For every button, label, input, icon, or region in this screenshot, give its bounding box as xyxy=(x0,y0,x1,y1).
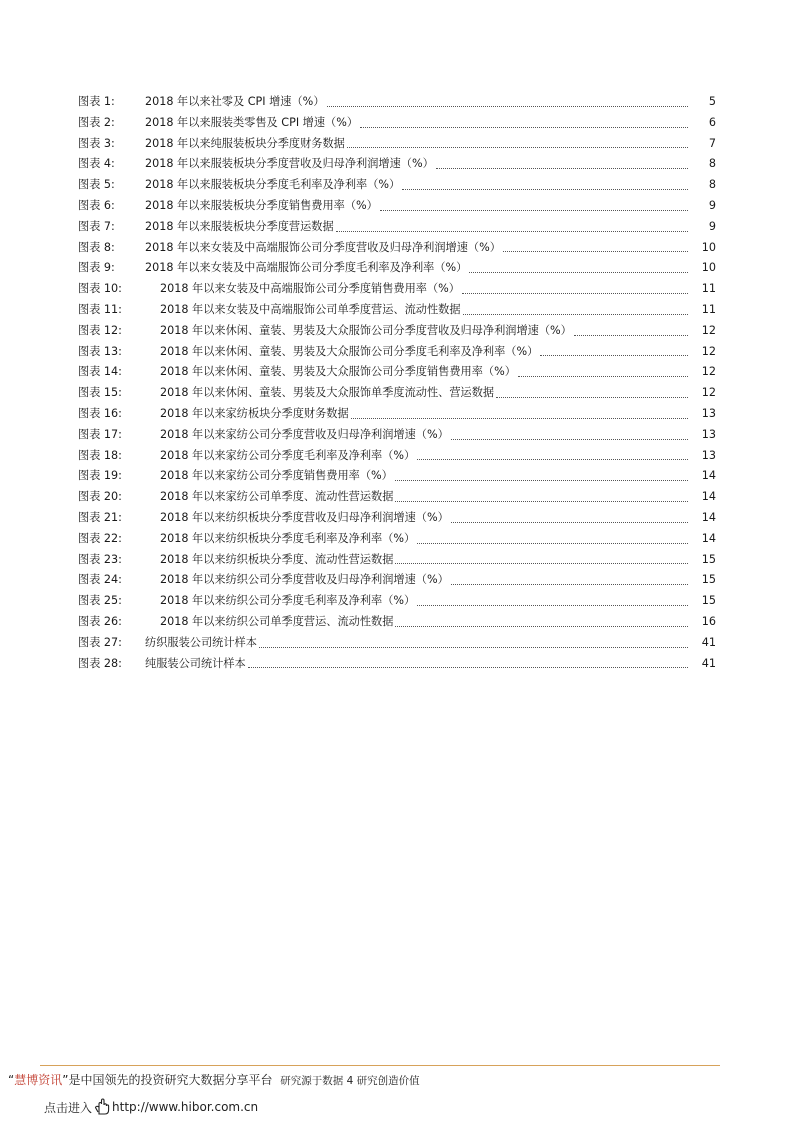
toc-entry-title-wrap xyxy=(145,258,688,279)
toc-entry[interactable] xyxy=(78,258,716,279)
toc-entry-page[interactable]: 14 xyxy=(701,469,716,483)
toc-entry-page[interactable]: 12 xyxy=(701,323,716,337)
dot-leader xyxy=(462,292,688,294)
toc-entry-title[interactable]: 2018 年以来服装板块分季度营运数据 xyxy=(145,219,334,233)
enter-label: 点击进入 xyxy=(44,1100,93,1115)
dot-leader xyxy=(518,375,688,377)
toc-entry-title-wrap xyxy=(160,404,688,425)
toc-entry-title[interactable]: 2018 年以来纺织板块分季度毛利率及净利率（%） xyxy=(160,531,416,545)
toc-entry[interactable] xyxy=(78,570,716,591)
footer-tagline-line xyxy=(8,1071,420,1088)
dot-leader xyxy=(417,604,688,606)
toc-entry-page[interactable]: 13 xyxy=(701,427,716,441)
toc-entry-title[interactable]: 2018 年以来休闲、童装、男装及大众服饰公司分季度营收及归母净利润增速（%） xyxy=(160,323,572,337)
dot-leader xyxy=(503,250,688,252)
toc-entry-title[interactable]: 2018 年以来纺织公司单季度营运、流动性数据 xyxy=(160,614,394,628)
toc-entry-title-wrap xyxy=(145,217,688,238)
toc-entry-page[interactable]: 15 xyxy=(701,573,716,587)
toc-entry-title-wrap xyxy=(160,487,688,508)
toc-entry-title[interactable]: 2018 年以来纯服装板块分季度财务数据 xyxy=(145,136,345,150)
footer-divider xyxy=(40,1065,720,1066)
toc-entry[interactable] xyxy=(78,175,716,196)
toc-entry-page[interactable]: 7 xyxy=(708,136,716,150)
toc-entry-number: 图表 9: xyxy=(78,261,115,275)
pointing-hand-icon xyxy=(93,1098,111,1116)
toc-entry-title-wrap xyxy=(160,466,688,487)
toc-entry-number: 图表 26: xyxy=(78,614,122,628)
toc-entry-page[interactable]: 13 xyxy=(701,448,716,462)
dot-leader xyxy=(463,313,688,315)
toc-entry-title-wrap xyxy=(145,654,688,675)
toc-entry-number: 图表 18: xyxy=(78,448,122,462)
toc-entry-page[interactable]: 14 xyxy=(701,510,716,524)
toc-entry-number: 图表 7: xyxy=(78,219,115,233)
dot-leader xyxy=(417,458,688,460)
toc-entry-page[interactable]: 5 xyxy=(708,95,716,108)
toc-entry-title[interactable]: 2018 年以来休闲、童装、男装及大众服饰公司分季度销售费用率（%） xyxy=(160,365,516,379)
toc-entry-page[interactable]: 16 xyxy=(701,614,716,628)
toc-entry[interactable] xyxy=(78,612,716,633)
dot-leader xyxy=(451,438,688,440)
toc-entry-page[interactable]: 13 xyxy=(701,406,716,420)
toc-entry-title-wrap xyxy=(160,425,688,446)
toc-entry[interactable] xyxy=(78,508,716,529)
toc-entry-title-wrap xyxy=(160,550,688,571)
toc-entry-page[interactable]: 14 xyxy=(701,531,716,545)
toc-entry-title-wrap xyxy=(145,113,688,134)
toc-entry-page[interactable]: 12 xyxy=(701,344,716,358)
toc-entry-number: 图表 17: xyxy=(78,427,122,441)
toc-entry-page[interactable]: 9 xyxy=(708,219,716,233)
toc-entry-number: 图表 20: xyxy=(78,490,122,504)
quote-open: “ xyxy=(8,1073,15,1087)
toc-entry-page[interactable]: 11 xyxy=(701,302,716,316)
toc-entry-number: 图表 5: xyxy=(78,178,115,192)
toc-entry[interactable] xyxy=(78,550,716,571)
dot-leader xyxy=(469,271,688,273)
dot-leader xyxy=(540,354,688,356)
toc-entry-title-wrap xyxy=(160,446,688,467)
toc-entry[interactable] xyxy=(78,196,716,217)
toc-entry-title-wrap xyxy=(160,591,688,612)
toc-entry[interactable] xyxy=(78,404,716,425)
toc-entry-page[interactable]: 15 xyxy=(701,552,716,566)
toc-entry-number: 图表 3: xyxy=(78,136,115,150)
toc-entry-title[interactable]: 2018 年以来社零及 CPI 增速（%） xyxy=(145,95,325,108)
toc-entry-title-wrap xyxy=(145,134,688,155)
toc-entry[interactable] xyxy=(78,217,716,238)
toc-entry-title[interactable]: 2018 年以来纺织板块分季度、流动性营运数据 xyxy=(160,552,394,566)
toc-entry-number: 图表 12: xyxy=(78,323,122,337)
footer-link-line xyxy=(44,1098,258,1116)
toc-entry-title[interactable]: 2018 年以来服装类零售及 CPI 增速（%） xyxy=(145,115,359,129)
dot-leader xyxy=(436,167,688,169)
dot-leader xyxy=(574,334,688,336)
toc-entry-title[interactable]: 2018 年以来家纺公司分季度毛利率及净利率（%） xyxy=(160,448,416,462)
hibor-link[interactable]: http://www.hibor.com.cn xyxy=(112,1100,259,1114)
toc-entry-page[interactable]: 10 xyxy=(701,240,716,254)
toc-entry-number: 图表 15: xyxy=(78,386,122,400)
toc-entry-page[interactable]: 8 xyxy=(708,178,716,192)
toc-entry[interactable] xyxy=(78,279,716,300)
toc-entry-title[interactable]: 2018 年以来休闲、童装、男装及大众服饰单季度流动性、营运数据 xyxy=(160,386,495,400)
toc-entry-title[interactable]: 纺织服装公司统计样本 xyxy=(145,635,257,649)
toc-entry-number: 图表 14: xyxy=(78,365,122,379)
toc-entry-number: 图表 11: xyxy=(78,302,122,316)
footer-brand[interactable]: 慧博资讯 xyxy=(14,1073,63,1087)
toc-entry-number: 图表 6: xyxy=(78,198,115,212)
toc-entry-title-wrap xyxy=(160,383,688,404)
toc-entry-title[interactable]: 2018 年以来家纺公司单季度、流动性营运数据 xyxy=(160,490,394,504)
toc-entry-title-wrap xyxy=(160,570,688,591)
toc-entry-title[interactable]: 2018 年以来服装板块分季度毛利率及净利率（%） xyxy=(145,178,401,192)
toc-entry[interactable] xyxy=(78,154,716,175)
toc-entry-title[interactable]: 2018 年以来女装及中高端服饰公司单季度营运、流动性数据 xyxy=(160,302,461,316)
toc-entry-title[interactable]: 2018 年以来纺织公司分季度毛利率及净利率（%） xyxy=(160,594,416,608)
toc-entry-page[interactable]: 6 xyxy=(708,115,716,129)
toc-entry-number: 图表 22: xyxy=(78,531,122,545)
toc-entry-title-wrap xyxy=(160,612,688,633)
toc-entry-number: 图表 1: xyxy=(78,95,115,108)
toc-entry-title-wrap xyxy=(145,154,688,175)
toc-entry-title[interactable]: 2018 年以来女装及中高端服饰公司分季度毛利率及净利率（%） xyxy=(145,261,468,275)
dot-leader xyxy=(248,666,688,668)
toc-entry-title[interactable]: 2018 年以来家纺公司分季度销售费用率（%） xyxy=(160,469,393,483)
toc-entry[interactable] xyxy=(78,383,716,404)
toc-entry-page[interactable]: 41 xyxy=(701,656,716,670)
toc-entry-number: 图表 27: xyxy=(78,635,122,649)
toc-entry-number: 图表 16: xyxy=(78,406,122,420)
toc-entry-title[interactable]: 2018 年以来休闲、童装、男装及大众服饰公司分季度毛利率及净利率（%） xyxy=(160,344,539,358)
toc-entry[interactable] xyxy=(78,113,716,134)
toc-entry-number: 图表 19: xyxy=(78,469,122,483)
toc-entry-title-wrap xyxy=(160,508,688,529)
dot-leader xyxy=(451,521,688,523)
dot-leader xyxy=(451,583,688,585)
toc-entry[interactable] xyxy=(78,362,716,383)
dot-leader xyxy=(496,396,688,398)
toc-entry[interactable] xyxy=(78,425,716,446)
toc-entry-title-wrap xyxy=(145,238,688,259)
dot-leader xyxy=(395,625,688,627)
dot-leader xyxy=(259,646,688,648)
toc-entry-title-wrap xyxy=(160,529,688,550)
dot-leader xyxy=(336,230,688,232)
toc-entry-title[interactable]: 2018 年以来女装及中高端服饰公司分季度销售费用率（%） xyxy=(160,282,460,296)
toc-entry-title[interactable]: 2018 年以来女装及中高端服饰公司分季度营收及归母净利润增速（%） xyxy=(145,240,501,254)
toc-entry[interactable] xyxy=(78,92,716,113)
toc-entry[interactable] xyxy=(78,487,716,508)
toc-entry-page[interactable]: 41 xyxy=(701,635,716,649)
quote-close: ” xyxy=(62,1073,69,1087)
dot-leader xyxy=(395,500,688,502)
toc-entry[interactable] xyxy=(78,529,716,550)
toc-entry-title[interactable]: 2018 年以来家纺公司分季度营收及归母净利润增速（%） xyxy=(160,427,449,441)
toc-entry-title[interactable]: 2018 年以来纺织板块分季度营收及归母净利润增速（%） xyxy=(160,510,449,524)
toc-entry-number: 图表 10: xyxy=(78,282,122,296)
toc-entry-title-wrap xyxy=(160,342,688,363)
toc-entry-number: 图表 13: xyxy=(78,344,122,358)
toc-entry-number: 图表 4: xyxy=(78,157,115,171)
toc-entry[interactable] xyxy=(78,321,716,342)
toc-entry-page[interactable]: 10 xyxy=(701,261,716,275)
dot-leader xyxy=(395,562,688,564)
toc-entry-page[interactable]: 12 xyxy=(701,386,716,400)
toc-entry-number: 图表 25: xyxy=(78,594,122,608)
toc-entry-title[interactable]: 纯服装公司统计样本 xyxy=(145,656,246,670)
toc-entry[interactable] xyxy=(78,134,716,155)
toc-entry-title-wrap xyxy=(160,300,688,321)
toc-entry[interactable] xyxy=(78,466,716,487)
toc-entry-number: 图表 2: xyxy=(78,115,115,129)
toc-entry-page[interactable]: 9 xyxy=(708,198,716,212)
toc-entry-title-wrap xyxy=(145,92,688,113)
toc-entry[interactable] xyxy=(78,300,716,321)
toc-entry-number: 图表 8: xyxy=(78,240,115,254)
toc-entry-page[interactable]: 15 xyxy=(701,594,716,608)
table-of-figures xyxy=(78,92,716,674)
toc-entry-title-wrap xyxy=(160,321,688,342)
toc-entry-title[interactable]: 2018 年以来家纺板块分季度财务数据 xyxy=(160,406,349,420)
toc-entry-title-wrap xyxy=(160,279,688,300)
toc-entry[interactable] xyxy=(78,654,716,675)
footer-tagline: 是中国领先的投资研究大数据分享平台 xyxy=(68,1073,273,1087)
toc-entry-title-wrap xyxy=(145,196,688,217)
toc-entry-title[interactable]: 2018 年以来纺织公司分季度营收及归母净利润增速（%） xyxy=(160,573,449,587)
toc-entry-page[interactable]: 14 xyxy=(701,490,716,504)
dot-leader xyxy=(351,417,688,419)
toc-entry-page[interactable]: 11 xyxy=(701,282,716,296)
toc-entry-page[interactable]: 8 xyxy=(708,157,716,171)
dot-leader xyxy=(402,188,688,190)
toc-entry[interactable] xyxy=(78,591,716,612)
toc-entry-number: 图表 23: xyxy=(78,552,122,566)
toc-entry-number: 图表 21: xyxy=(78,510,122,524)
toc-entry[interactable] xyxy=(78,446,716,467)
dot-leader xyxy=(347,146,688,148)
dot-leader xyxy=(360,126,688,128)
dot-leader xyxy=(395,479,688,481)
footer-slogan: 研究源于数据 4 研究创造价值 xyxy=(280,1075,420,1087)
dot-leader xyxy=(380,209,688,211)
toc-entry-title-wrap xyxy=(145,175,688,196)
dot-leader xyxy=(327,105,688,107)
toc-entry-number: 图表 28: xyxy=(78,656,122,670)
toc-entry-title-wrap xyxy=(145,633,688,654)
toc-entry-title[interactable]: 2018 年以来服装板块分季度营收及归母净利润增速（%） xyxy=(145,157,434,171)
toc-entry[interactable] xyxy=(78,342,716,363)
toc-entry-title-wrap xyxy=(160,362,688,383)
toc-entry[interactable] xyxy=(78,633,716,654)
toc-entry-number: 图表 24: xyxy=(78,573,122,587)
toc-entry-page[interactable]: 12 xyxy=(701,365,716,379)
dot-leader xyxy=(417,542,688,544)
toc-entry[interactable] xyxy=(78,238,716,259)
toc-entry-title[interactable]: 2018 年以来服装板块分季度销售费用率（%） xyxy=(145,198,378,212)
